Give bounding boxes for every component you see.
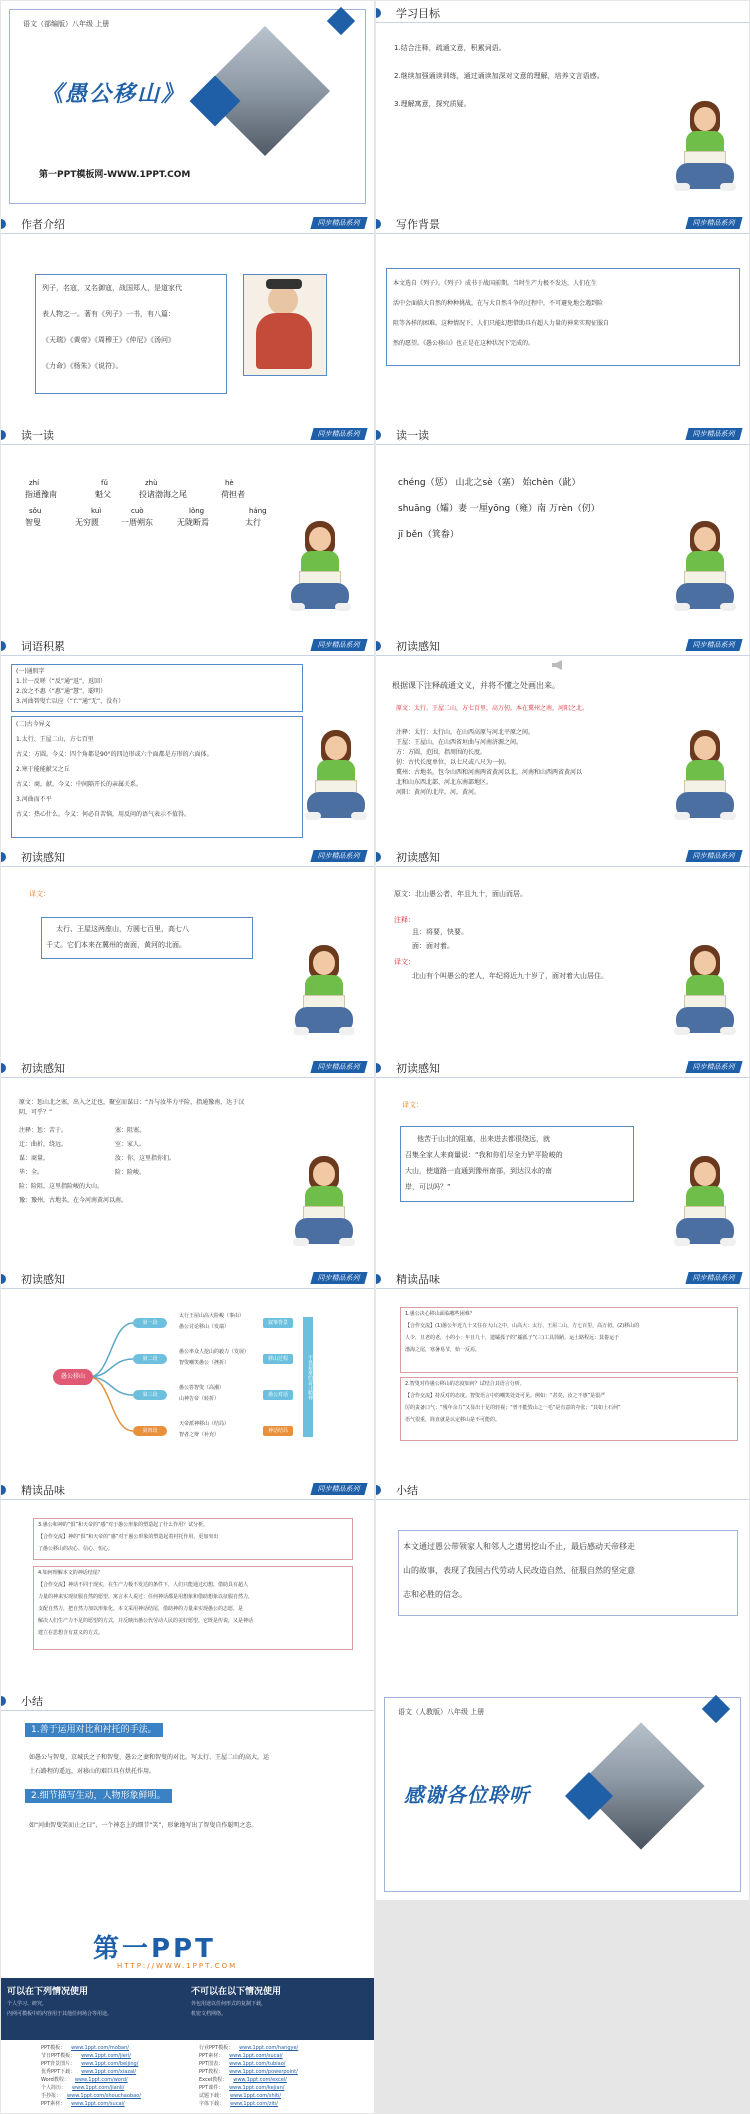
series-badge: 同步精品系列: [685, 1272, 742, 1284]
read-row-2: [25, 507, 275, 537]
pinyin: zhù: [145, 479, 158, 487]
orig-line: 原文：惩山北之塞，出入之迂也，聚室而谋曰：“吾与汝毕力平险，指通豫南，达于汉: [19, 1099, 245, 1106]
mindmap-item: 愚公答智叟（高潮）: [179, 1385, 225, 1391]
pinyin: lǒng: [189, 507, 205, 515]
slide-goals[interactable]: [376, 1, 749, 212]
summary-line: 志和必胜的信念。: [403, 1590, 467, 1599]
mindmap-item: 山神告帝（转折）: [179, 1396, 220, 1402]
read-line: shuāng（孀）妻 一厘yōng（雍）南 万rèn（仞）: [398, 504, 600, 514]
slide-title: 读一读: [396, 429, 429, 442]
thanks-grade: 语文（人教版）八年级 上册: [398, 1708, 485, 1716]
word: 一厝朔东: [121, 518, 153, 527]
col1-line: 个人学习、研究，: [7, 2001, 48, 2007]
word: 魁父: [95, 490, 111, 499]
word: 智叟: [25, 518, 41, 527]
note-line: 王屋：王屋山，在山西省垣曲与河南济源之间。: [396, 739, 523, 746]
question-line: 厉的责备口气；“残年余力”又显出十足的轻视；“曾不能毁山之一毛”是有意的夸张；“其如土石何”: [405, 1405, 621, 1411]
header-dot: [1, 641, 6, 651]
slide-title: 精读品味: [396, 1273, 440, 1286]
col1-line: 内网可模板中的内容用于其他任何场合等用途。: [7, 2011, 113, 2017]
mindmap-tag: 愚公对话: [263, 1390, 293, 1400]
vocab-line: 3.河曲而不平: [16, 796, 52, 803]
col2-heading: 不可以在以下情况使用: [191, 1987, 282, 1997]
slide-first-read-2[interactable]: [1, 845, 374, 1056]
question-line: 语气很重，简直就是认定移山是不可能的。: [405, 1417, 501, 1423]
question-line: 了愚公移山的决心、信心、恒心。: [38, 1546, 114, 1552]
note-line: 方：方圆，范围，指周围的长度。: [396, 749, 487, 756]
link-url[interactable]: www.1ppt.com/jieri/: [81, 2053, 131, 2059]
mindmap-branch: 第一段: [133, 1318, 167, 1328]
author-line: 列子，名寇，又名御寇，战国郑人，是道家代: [42, 284, 182, 292]
orig-text: 原文：太行、王屋二山，方七百里，高万仞。本在冀州之南，河阳之北。: [396, 705, 589, 712]
link-url[interactable]: www.1ppt.com/hangye/: [239, 2045, 299, 2051]
summary-para: 如愚公与智叟、京城氏之子和智叟、愚公之妻和智叟的对比。写太行、王屋二山的高大，运: [29, 1754, 270, 1761]
background-line: 本文选自《列子》。《列子》成书于战国前期。当时生产力极不发达，人们在生: [393, 280, 598, 287]
links-col-1: [41, 2044, 191, 2108]
pinyin: fǔ: [101, 479, 108, 487]
mindmap-branch: 第三段: [133, 1390, 167, 1400]
slide-thanks[interactable]: [376, 1689, 749, 1900]
speaker-icon[interactable]: [552, 660, 562, 670]
trans-line: 召集全家人来商量说：“我和你们尽全力铲平险峻的: [405, 1151, 563, 1159]
trans-line: 大山，使道路一直通到豫州南部，到达汉水的南: [405, 1167, 552, 1175]
header-dot: [1, 1063, 6, 1073]
note-line: 河阳：黄河的北岸。河，黄河。: [396, 789, 481, 796]
series-badge: 同步精品系列: [310, 1483, 367, 1495]
slide-background[interactable]: [376, 212, 749, 423]
slide-title: 初读感知: [396, 851, 440, 864]
word: 荷担者: [221, 490, 245, 499]
mindmap-item: 太行王屋山高大险峻（事由）: [179, 1313, 245, 1319]
slide-title: 作者介绍: [21, 218, 65, 231]
girl-reading-image: [674, 521, 736, 617]
note-label: 注释：: [394, 916, 415, 924]
read-line: chéng（惩） 山北之sè（塞） 始chèn（龀）: [398, 478, 581, 488]
link-label: PPT背景图片：: [41, 2061, 76, 2067]
header-dot: [1, 852, 6, 862]
link-url[interactable]: www.1ppt.com/beijing/: [81, 2061, 139, 2067]
slide-author[interactable]: [1, 212, 374, 423]
slide-title: 精读品味: [21, 1484, 65, 1497]
summary-line: 本文通过愚公带领家人和邻人之遗男挖山不止，最后感动天帝移走: [403, 1542, 635, 1551]
trans-line: 岸，可以吗？”: [405, 1183, 451, 1191]
mindmap-branch: 第二段: [133, 1354, 167, 1364]
girl-reading-image: [674, 730, 736, 826]
mindmap-item: 天帝派神移山（结局）: [179, 1421, 230, 1427]
link-url[interactable]: www.1ppt.com/tubiao/: [229, 2061, 286, 2067]
mindmap-tag: 叙事背景: [263, 1318, 293, 1328]
slide-title: 初读感知: [396, 640, 440, 653]
slide-summary-1[interactable]: [376, 1478, 749, 1689]
summary-heading-1: 1.善于运用对比和衬托的手法。: [25, 1723, 163, 1737]
slide-copyright[interactable]: [1, 1900, 374, 2113]
cover-title: 《愚公移山》: [41, 82, 186, 107]
question-line: 【合作交流】神话不同于现实，在生产力极不发达的条件下，人们只能通过幻想，借助具有超人: [38, 1582, 249, 1588]
pinyin: cuò: [131, 507, 144, 515]
goal-3: 3.理解寓意，探究质疑。: [394, 100, 471, 108]
mindmap-tag: 移山过程: [263, 1354, 293, 1364]
vocab-box-2: [11, 716, 303, 838]
word: 投诸渤海之尾: [139, 490, 187, 499]
trans-label: 译文：: [29, 890, 50, 898]
slide-read-1[interactable]: [1, 423, 374, 634]
link-url[interactable]: www.1ppt.com/powerpoint/: [229, 2069, 298, 2075]
question-line: 4.如何理解本文的神话结尾？: [38, 1570, 103, 1576]
slide-title: 小结: [396, 1484, 418, 1497]
orig-text: 原文：北山愚公者，年且九十，面山而居。: [394, 890, 527, 898]
series-badge: 同步精品系列: [685, 850, 742, 862]
link-url[interactable]: www.1ppt.com/shiti/: [230, 2093, 282, 2099]
vocab-line: (二)古今异义: [16, 721, 51, 728]
link-url[interactable]: www.1ppt.com/shouchaobao/: [67, 2093, 141, 2099]
header-dot: [376, 8, 381, 18]
link-label: PPT图表：: [199, 2061, 224, 2067]
link-url[interactable]: www.1ppt.com/moban/: [71, 2045, 129, 2051]
slide-summary-2[interactable]: [1, 1689, 374, 1900]
header-dot: [376, 1274, 381, 1284]
brand-url: HTTP://WWW.1PPT.COM: [117, 1962, 238, 1970]
series-badge: 同步精品系列: [685, 1061, 742, 1073]
word: 太行: [245, 518, 261, 527]
vocab-line: 1.甘一反嗟（“反”通“返”，返回）: [16, 678, 107, 685]
trans-label: 译文：: [402, 1101, 423, 1109]
link-label: PPT教程：: [199, 2069, 224, 2075]
slide-title: 初读感知: [396, 1062, 440, 1075]
header-dot: [1, 430, 6, 440]
link-label: PPT素材：: [199, 2053, 224, 2059]
background-text-box: [386, 268, 740, 366]
note-cell: 毕：全。: [19, 1169, 44, 1176]
mindmap-side: 不畏艰难的奋斗精神: [303, 1317, 313, 1437]
link-url[interactable]: www.1ppt.com/kejian/: [229, 2085, 285, 2091]
word: 指通豫南: [25, 490, 57, 499]
question-line: 力量的神来实现征服自然的愿望。寓言本人说过：任何神话都是用想象和借助想象以征服自然力，: [38, 1594, 254, 1600]
question-line: 【合作交流】持反对的态度。智叟语言中的嘲笑处处可见。例如：“甚矣，汝之不惠”是很严: [405, 1393, 606, 1399]
header-dot: [376, 430, 381, 440]
vocab-box-1: [11, 664, 303, 712]
summary-box: [398, 1530, 738, 1616]
slide-title: 初读感知: [21, 851, 65, 864]
series-badge: 同步精品系列: [685, 639, 742, 651]
link-url[interactable]: www.1ppt.com/excel/: [233, 2077, 287, 2083]
question-line: 【合作交流】神的“惧”和天帝的“感”对于愚公形象的塑造起着衬托作用，更加突出: [38, 1534, 219, 1540]
note-line: 注释：太行：太行山，在山西高原与河北平原之间。: [396, 729, 535, 736]
vocab-line: 2.寒于能能献父之丘: [16, 766, 70, 773]
girl-reading-image: [674, 101, 736, 197]
question-line: 1.愚公决心移山面临哪些困难？: [405, 1311, 475, 1317]
question-line: 建立在思想含有意义的方式。: [38, 1630, 104, 1636]
mindmap-item: 智者之辩（补充）: [179, 1432, 220, 1438]
series-badge: 同步精品系列: [310, 1061, 367, 1073]
mindmap-tag: 神话结局: [263, 1426, 293, 1436]
author-line: 《天瑞》《黄帝》《周穆王》《仲尼》《汤问》: [42, 336, 175, 344]
trans-box: [41, 917, 253, 959]
note-line: 冀州：古地名，包今山西和河南两省黄河以北，河南和山西两省黄河以: [396, 769, 583, 776]
girl-reading-image: [293, 945, 355, 1041]
header-dot: [376, 852, 381, 862]
link-url[interactable]: www.1ppt.com/sucai/: [229, 2053, 283, 2059]
note-cell: 谋：商量。: [19, 1155, 50, 1162]
note-line: 且：将要，快要。: [412, 928, 468, 936]
mindmap-item: 智叟嘲笑愚公（挫折）: [179, 1360, 230, 1366]
pinyin: sǒu: [29, 507, 42, 515]
girl-reading-image: [293, 1156, 355, 1252]
pinyin: zhí: [29, 479, 40, 487]
header-dot: [1, 219, 6, 229]
summary-para: 如“河曲智叟笑而止之曰”，一个神态上的细节“笑”，形象地写出了智叟自作聪明之态。: [29, 1822, 258, 1829]
note-cell: 豫：豫州，古地名，在今河南黄河以南。: [19, 1197, 128, 1204]
col2-line: 外包用途以任何形式的复制下载，: [191, 2001, 267, 2007]
links-col-2: [199, 2044, 369, 2108]
header-dot: [1, 1696, 6, 1706]
note-cell: 塞：阻塞。: [115, 1127, 146, 1134]
mindmap-branch: 第四段: [133, 1426, 167, 1436]
trans-box: [400, 1126, 634, 1202]
summary-heading-2: 2.细节描写生动，人物形象鲜明。: [25, 1789, 172, 1803]
background-line: 活中会面临大自然的种种挑战，在与大自然斗争的过程中，不可避免地会遇到险: [393, 300, 604, 307]
series-badge: 同步精品系列: [685, 428, 742, 440]
question-line: 3.愚公和神的“惧”和天帝的“感”对于愚公形象的塑造起了什么作用？试分析。: [38, 1522, 209, 1528]
slide-deep-read-1[interactable]: [376, 1267, 749, 1478]
header-dot: [376, 1485, 381, 1495]
lead-text: 根据课下注释疏通文义，并将不懂之处画出来。: [392, 681, 560, 690]
link-label: 行业PPT模板：: [199, 2045, 234, 2051]
header-dot: [376, 219, 381, 229]
info-band: [1, 1978, 374, 2040]
vocab-line: 3.河曲智叟亡以应（“亡”通“无”，没有）: [16, 698, 125, 705]
vocab-line: 古义：热心什么。今义：何必自苦恼，用反问的语气表示不值得。: [16, 811, 191, 818]
slide-title: 读一读: [21, 429, 54, 442]
goal-2: 2.继续加强诵读训练，通过诵读加深对文意的理解，培养文言语感。: [394, 72, 604, 80]
trans-line: 北山有个叫愚公的老人，年纪将近九十岁了，面对着大山居住。: [412, 972, 608, 980]
series-badge: 同步精品系列: [685, 217, 742, 229]
link-url[interactable]: www.1ppt.com/xiazai/: [81, 2069, 137, 2075]
summary-line: 山的故事，表现了我国古代劳动人民改造自然、征服自然的坚定意: [403, 1566, 635, 1575]
note-cell: 险：险峻。: [115, 1169, 146, 1176]
slide-first-read-4[interactable]: [1, 1056, 374, 1267]
author-portrait: [243, 274, 327, 376]
link-label: 优秀PPT下载：: [41, 2069, 76, 2075]
question-box-1: [400, 1307, 738, 1373]
link-url[interactable]: www.1ppt.com/ziti/: [230, 2101, 278, 2107]
question-line: 渤海之尾，寒暑易节，始一反焉。: [405, 1347, 481, 1353]
note-cell: 汝：你，这里指你们。: [115, 1155, 176, 1162]
series-badge: 同步精品系列: [310, 217, 367, 229]
word: 无穷匮: [75, 518, 99, 527]
summary-para: 土石路程的遥远，对移山的艰巨具有烘托作用。: [29, 1768, 156, 1775]
slide-first-read-3[interactable]: [376, 845, 749, 1056]
mindmap-center: 愚公移山: [53, 1369, 93, 1385]
word: 无陇断焉: [177, 518, 209, 527]
note-cell: 迂：曲折，绕远。: [19, 1141, 68, 1148]
cover-grade: 语文（部编版）八年级 上册: [23, 20, 110, 28]
trans-line: 千丈。它们本来在冀州的南面，黄河的北面。: [46, 941, 186, 949]
slide-title: 写作背景: [396, 218, 440, 231]
question-line: 支配自然力，把自然力加以形象化。本文采用神话结尾，借助神的力量来实现愚公的志愿，是: [38, 1606, 244, 1612]
author-line: 《力命》《杨朱》《说符》。: [42, 362, 123, 370]
slide-read-2[interactable]: [376, 423, 749, 634]
note-cell: 注释：惩：苦于。: [19, 1127, 68, 1134]
link-label: 节日PPT模板：: [41, 2053, 76, 2059]
link-label: PPT课件：: [199, 2085, 224, 2091]
girl-reading-image: [674, 1156, 736, 1252]
slide-title: 小结: [21, 1695, 43, 1708]
link-label: 试题下载：: [199, 2093, 225, 2099]
author-text-box: [35, 274, 227, 394]
author-line: 表人物之一。著有《列子》一书，有八篇：: [42, 310, 175, 318]
link-label: Excel教程：: [199, 2077, 228, 2083]
background-line: 阻等各样的困难。这种情况下，人们只能幻想借助具有超人力量的神来实现征服自: [393, 320, 610, 327]
note-line: 仞：古代长度单位，以七尺或八尺为一仞。: [396, 759, 511, 766]
question-box-2: [400, 1377, 738, 1441]
note-cell: 室：家人。: [115, 1141, 146, 1148]
question-box-4: [33, 1566, 353, 1650]
link-label: Word教程：: [41, 2077, 69, 2083]
note-line: 面：面对着。: [412, 942, 454, 950]
cover-site: 第一PPT模板网-WWW.1PPT.COM: [39, 170, 191, 180]
vocab-line: 2.汝之不惠（“惠”通“慧”，聪明）: [16, 688, 107, 695]
header-dot: [376, 1063, 381, 1073]
series-badge: 同步精品系列: [310, 639, 367, 651]
vocab-line: 古义：方圆。今义：四个角都是90°的四边形或六个面都是方形的六面体。: [16, 751, 213, 758]
slide-mindmap[interactable]: [1, 1267, 374, 1478]
trans-line: 他苦于山北的阻塞，出来进去都很绕远，就: [417, 1135, 550, 1143]
link-label: 手抄报：: [41, 2093, 62, 2099]
slide-first-read-1[interactable]: [376, 634, 749, 845]
col1-heading: 可以在下列情况使用: [7, 1987, 89, 1997]
vocab-line: (一)通假字: [16, 668, 45, 675]
series-badge: 同步精品系列: [310, 850, 367, 862]
series-badge: 同步精品系列: [310, 1272, 367, 1284]
read-row-1: [25, 479, 265, 509]
link-label: PPT素材：: [41, 2101, 66, 2107]
link-url[interactable]: www.1ppt.com/word/: [74, 2077, 128, 2083]
thanks-title: 感谢各位聆听: [404, 1783, 530, 1807]
note-cell: 险：险阻，这里指险峻的大山。: [19, 1183, 104, 1190]
pinyin: kuì: [91, 507, 102, 515]
question-line: 人少，且老的老，小的小：年且九十，遗孀孤子的“孀孤子”(三)工具简陋，运土路程远：箕畚运于: [405, 1335, 620, 1341]
col2-line: 机密文档网络。: [191, 2011, 227, 2017]
slide-title: 学习目标: [396, 7, 440, 20]
orig-line: 阴，可乎？”: [19, 1109, 53, 1116]
girl-reading-image: [674, 945, 736, 1041]
question-box-3: [33, 1518, 353, 1560]
question-line: 解决人们生产力不足的愿望的方式，并反映出愚公代劳动人民的美好愿望。它既是传说，又是神话: [38, 1618, 254, 1624]
link-url[interactable]: www.1ppt.com/sucai/: [71, 2101, 125, 2107]
mindmap-item: 愚公讨论移山（发端）: [179, 1324, 230, 1330]
mindmap-item: 愚公率众人挖山的毅力（发展）: [179, 1349, 250, 1355]
vocab-line: 1.太行、王屋二山，方七百里: [16, 736, 94, 743]
trans-label: 译文：: [394, 958, 415, 966]
slide-title: 词语积累: [21, 640, 65, 653]
girl-reading-image: [289, 521, 351, 617]
slide-first-read-5[interactable]: [376, 1056, 749, 1267]
link-label: 个人简历：: [41, 2085, 67, 2091]
header-dot: [1, 1485, 6, 1495]
read-line: jī běn（箕畚）: [398, 530, 459, 540]
slide-title: 初读感知: [21, 1273, 65, 1286]
vocab-line: 古义：商，献。今义：中间隔开长的亲属关系。: [16, 781, 143, 788]
girl-reading-image: [305, 730, 367, 826]
background-line: 然的愿望。《愚公移山》也正是在这种状况下完成的。: [393, 340, 535, 347]
pinyin: hè: [225, 479, 234, 487]
brand-logo: 第一PPT: [93, 1934, 216, 1964]
slide-title: 初读感知: [21, 1062, 65, 1075]
slide-vocab[interactable]: [1, 634, 374, 845]
slide-cover[interactable]: [1, 1, 374, 212]
link-url[interactable]: www.1ppt.com/jianli/: [72, 2085, 125, 2091]
link-label: PPT模板：: [41, 2045, 66, 2051]
link-label: 字体下载：: [199, 2101, 225, 2107]
question-line: 2.智叟对待愚公移山的态度如何？试结合其语言分析。: [405, 1381, 525, 1387]
slide-deep-read-2[interactable]: [1, 1478, 374, 1689]
trans-line: 太行、王屋这两座山，方圆七百里，高七八: [56, 925, 189, 933]
pinyin: háng: [249, 507, 267, 515]
goal-1: 1.结合注释，疏通文意，积累词语。: [394, 44, 506, 52]
series-badge: 同步精品系列: [310, 428, 367, 440]
note-line: 北和山东西北部、河北东南部地区。: [396, 779, 493, 786]
question-line: 【合作交流】(1)愚公年近九十又住在大山之中，山高大：太行、王屋二山，方七百里，高万仞。(2)移山的: [405, 1323, 640, 1329]
header-dot: [376, 641, 381, 651]
